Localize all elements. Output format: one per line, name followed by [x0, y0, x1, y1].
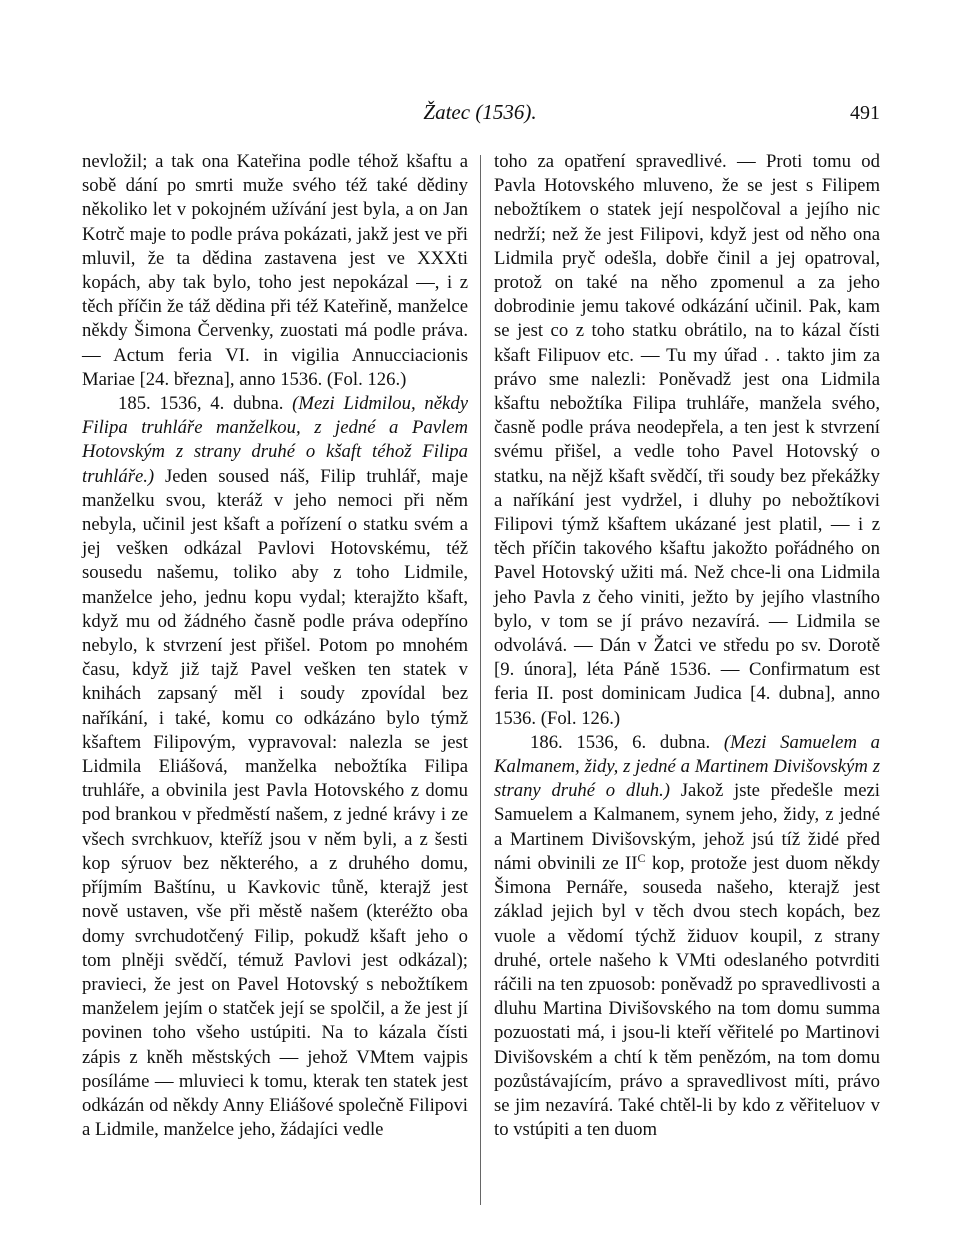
page-number: 491: [850, 102, 880, 124]
entry-186: [494, 731, 880, 1142]
entry-185-body: Jeden soused náš, Filip truhlář, maje manželku svou, kteráž v jeho nemoci při něm nebyla, učinil jest kšaft a pořízení o statku svém a jej vešken odkázal Pavlovi Hotovskému, též sousedu našemu, toliko aby z toho Lidmile, manželce jeho, jednu kopu vydal; kterajžto kšaft, když mu od žádného časně podle práva odepříno nebylo, k stvrzení jest přišel. Potom po mnohém času, když již tajž Pavel vešken ten statek v knihách zapsaný měl i soudy zpovídal bez naříkání, i také, komu co odkázáno bylo týmž kšaftem Filipovým, vypravoval: nalezla se jest Lidmila Eliášová, manželka nebožtíka Filipa truhláře, a obvinila jest Pavla Hotovského z domu pod brankou v předměstí našem, z jedné krávy i ze všech svrchkuov, kteříž jsou v něm byli, a z šesti kop sýruov bez některého, a z druhého domu, příjmím Baštínu, u Kavkovic tůně, kterajž jest nově ustaven, vše při městě našem (kteréžto oba domy svrchudotčený Filip, pokudž kšaft jeho o tom plněji svědčí, témuž Pavlovi jest odkázal); pravieci, že jest on Pavel Hotovský s nebožtíkem manželem jejím o statček její se spolčil, a že jest jí povinen toho všeho ustúpiti. Na to kázala čísti zápis z kněh městských — jehož VMtem vajpis posíláme — mluvieci k tomu, kterak ten statek jest odkázán od někdy Anny Eliášové společně Filipovi a Lidmile, manželce jeho, žádajíci vedle: [82, 465, 468, 1141]
paragraph-continuation: nevložil; a tak ona Kateřina podle téhož kšaftu a sobě dání po smrti muže svého též také dědiny několiko let v pokojném užívání jest byla, a on Jan Kotrč maje to podle práva pokázati, jakž jest ve při mluvil, že ta dědina zastavena jest ve XXXti kopách, aby tak bylo, toho jest nepokázal —, i z těch příčin že táž dědina při též Kateřině, manželce někdy Šimona Červenky, zuostati má podle práva. — Actum feria VI. in vigilia Annucciacionis Mariae [24. března], anno 1536. (Fol. 126.): [82, 151, 468, 390]
entry-185-title: (Mezi Lidmilou, někdy Filipa truhláře manželkou, z jedné a Pavlem Hotovským z strany druhé o kšaft téhož Filipa truhláře.): [82, 393, 468, 487]
entry-186-body-a: Jakož jste předešle mezi Samuelem a Kalmanem, synem jeho, židy, z jedné a Martinem Divišovským, jehož jsú tíž židé před námi obvinili ze II: [494, 780, 880, 874]
left-column: [82, 150, 468, 1142]
entry-185: [82, 392, 468, 1142]
running-head: Žatec (1536).: [423, 100, 537, 124]
entry-186-body-b: kop, protože jest duom někdy Šimona Pernáře, souseda našeho, kterajž jest základ jejich byl v těch dvou stech kopách, bez vuole a vědomí týchž židuov koupil, z strany druhé, ortele našeho k VMti odeslaného potvrditi ráčili na ten zpuosob: poněvadž po spravedlivosti a dluhu Martina Divišovského na tom domu summa pozuostati má, i jsou-li kteří věřitelé po Martinovi Divišovském a chtí k těm penězóm, na tom domu pozůstávajícím, právo a spravedlivost míti, právo se jim nezavírá. Také chtěl-li by kdo z věřiteluov v to vstúpiti a ten duom: [494, 852, 880, 1141]
entry-186-title: (Mezi Samuelem a Kalmanem, židy, z jedné a Martinem Divišovským z strany druhé o dluh.): [494, 731, 880, 802]
page-header: [80, 100, 880, 130]
right-column: [494, 150, 880, 1142]
column-divider: [480, 155, 481, 1205]
entry-186-heading: 186. 1536, 6. dubna.: [530, 731, 724, 753]
superscript-c: C: [637, 850, 646, 865]
paragraph-continuation-right: toho za opatření spravedlivé. — Proti tomu od Pavla Hotovského mluveno, že se jest s Filipem nebožtíkem o statek její nespolčoval a jejího nic nedrží; než že jest Filipovi, když jest od něho ona Lidmila pryč odešla, dobře činil a jej opatroval, protož on také na něho zpomenul a za jeho dobrodinie jemu takové odkázání učinil. Pak, kam se jest co z toho statku obrátilo, na to kázal čísti kšaft Filipuov etc. — Tu my úřad . . takto jim za právo sme nalezli: Poněvadž jest ona Lidmila kšaftu nebožtíka Filipa truhláře, manžela svého, časně podle práva neodepřela, a ten jest k stvrzení svému přišel, a vedle toho Pavel Hotovský o statku, na nějž kšaft svědčí, tři soudy bez překážky a naříkání jest vydržel, i dluhy po nebožtíkovi Filipovi týmž kšaftem ukázané jest platil, — i z těch příčin takového kšaftu jakožto pořádného on Pavel Hotovský užiti má. Než chce-li ona Lidmila jeho Pavla z čeho viniti, ježto by jejího vlastního bylo, v tom se jí právo nezavírá. — Lidmila se odvolává. — Dán v Žatci ve středu po sv. Dorotě [9. února], léta Páně 1536. — Confirmatum est feria II. post dominicam Judica [4. dubna], anno 1536. (Fol. 126.): [494, 151, 880, 729]
entry-185-heading: 185. 1536, 4. dubna.: [118, 393, 293, 415]
